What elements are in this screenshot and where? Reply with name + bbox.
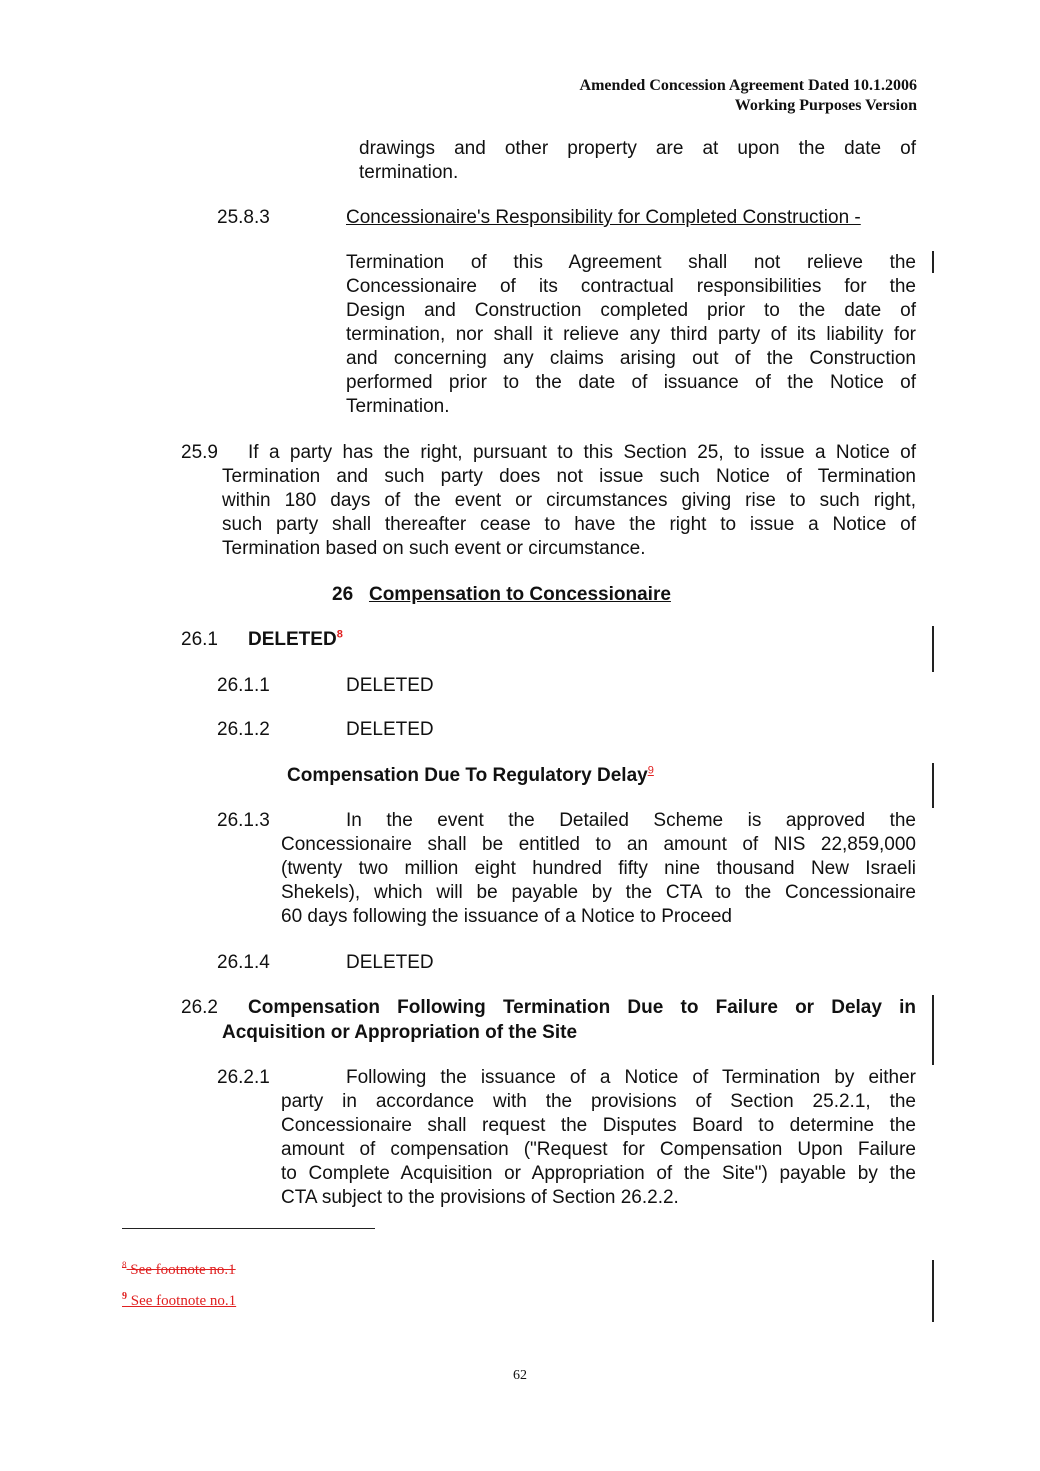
paragraph-line: Termination based on such event or circumstance. [222,538,646,559]
footnote-ref-9[interactable]: 9 [647,764,654,777]
section-text: DELETED [346,952,434,973]
footnote-9 [122,1293,236,1310]
section-number: 26.2.1 [217,1067,270,1088]
section-text: DELETED [346,719,434,740]
section-text: DELETED [346,675,434,696]
paragraph-line: termination, nor shall it relieve any third party of its liability for [346,324,916,345]
continuation-line: termination. [359,162,459,183]
section-number: 26.1.3 [217,810,270,831]
chapter-title: Compensation to Concessionaire [368,584,671,605]
paragraph-line: In the event the Detailed Scheme is approved the [346,810,916,831]
paragraph-line: Termination of this Agreement shall not relieve the [346,252,916,273]
running-header [580,76,917,116]
paragraph-line: and concerning any claims arising out of the Construction [346,348,916,369]
paragraph-line: Termination. [346,396,450,417]
change-bar [932,251,934,273]
footnote-text: See footnote no.1 [127,1293,237,1309]
footnote-separator [122,1228,375,1229]
section-number: 26.2 [181,997,218,1018]
header-subtitle: Working Purposes Version [734,97,917,114]
section-number: 26.1 [181,629,218,650]
section-title-line: Acquisition or Appropriation of the Site [222,1022,578,1043]
paragraph-line: Concessionaire of its contractual responsibilities for the [346,276,916,297]
section-title-line: Compensation Following Termination Due to Failure or Delay in [248,997,916,1018]
paragraph-line: Design and Construction completed prior to the date of [346,300,916,321]
paragraph-line: performed prior to the date of issuance of the Notice of [346,372,916,393]
paragraph-line: amount of compensation ("Request for Compensation Upon Failure [281,1139,916,1160]
paragraph-line: CTA subject to the provisions of Section 26.2.2. [281,1187,679,1208]
change-bar [932,995,934,1065]
paragraph-line: Concessionaire shall be entitled to an amount of NIS 22,859,000 [281,834,916,855]
change-bar [932,626,934,672]
chapter-number: 26 [332,584,354,605]
section-number: 26.1.1 [217,675,270,696]
paragraph-line: (twenty two million eight hundred fifty nine thousand New Israeli [281,858,916,879]
paragraph-line: Termination and such party does not issue such Notice of Termination [222,466,916,487]
paragraph-line: within 180 days of the event or circumstances giving rise to such right, [222,490,916,511]
change-bar [932,1260,934,1322]
header-title: Amended Concession Agreement Dated 10.1.2006 [579,77,917,94]
subheading-text: Compensation Due To Regulatory Delay [287,765,648,786]
chapter-heading [332,583,671,607]
section-title: Concessionaire's Responsibility for Completed Construction - [346,207,861,228]
footnote-text: See footnote no.1 [126,1262,236,1278]
continuation-line: drawings and other property are at upon the date of [359,138,916,159]
subheading [287,764,654,788]
paragraph-line: Concessionaire shall request the Disputes Board to determine the [281,1115,916,1136]
paragraph-line: such party shall thereafter cease to have the right to issue a Notice of [222,514,916,535]
section-number: 26.1.4 [217,952,270,973]
paragraph-line: party in accordance with the provisions of Section 25.2.1, the [281,1091,916,1112]
section-title [248,628,343,652]
paragraph-line: If a party has the right, pursuant to this Section 25, to issue a Notice of [248,442,916,463]
paragraph-line: Following the issuance of a Notice of Termination by either [346,1067,916,1088]
section-number: 26.1.2 [217,719,270,740]
paragraph-line: to Complete Acquisition or Appropriation of the Site") payable by the [281,1163,916,1184]
paragraph-line: 60 days following the issuance of a Notice to Proceed [281,906,732,927]
paragraph-line: Shekels), which will be payable by the CTA to the Concessionaire [281,882,916,903]
change-bar [932,763,934,808]
footnote-marker: 8 [122,1260,127,1270]
section-title-text: DELETED [248,629,337,650]
footnote-marker: 9 [122,1291,127,1302]
section-number: 25.8.3 [217,207,270,228]
page-number: 62 [513,1368,527,1383]
footnote-ref-8[interactable]: 8 [336,628,343,641]
section-number: 25.9 [181,442,218,463]
footnote-8 [122,1262,236,1279]
